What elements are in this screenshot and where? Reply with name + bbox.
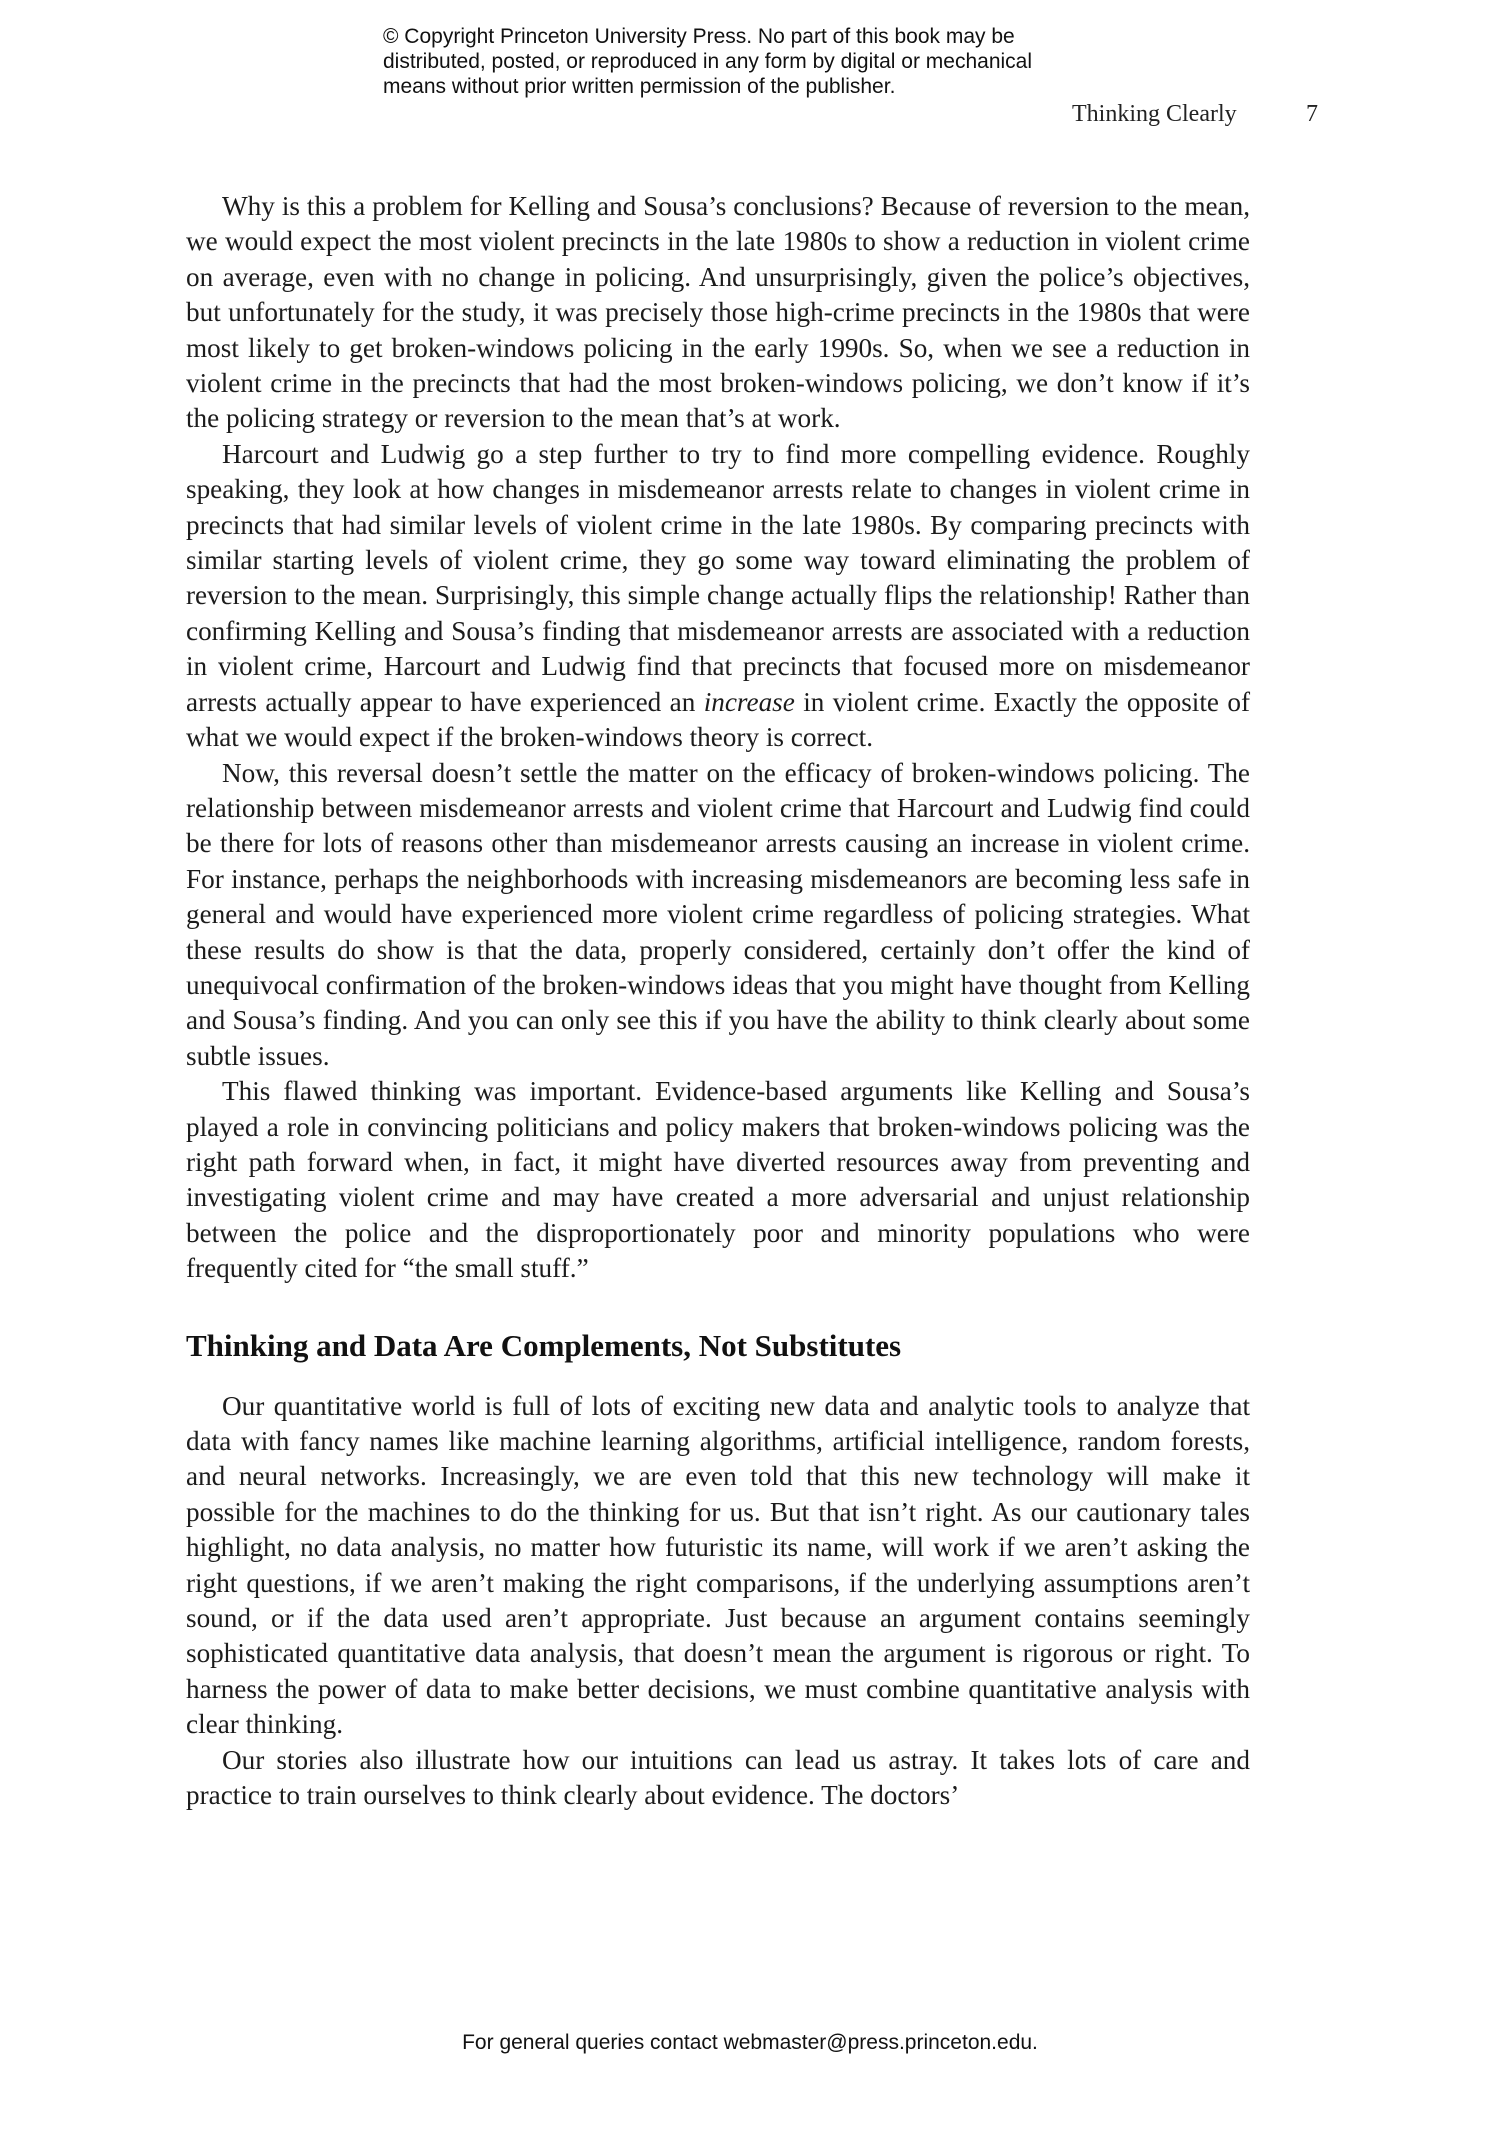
section-heading: Thinking and Data Are Complements, Not Substitutes [186, 1327, 902, 1363]
paragraph-text: in violent crime. Exactly the opposite of what we would expect if the broken-windows theory is correct. [186, 686, 1250, 753]
copyright-line: means without prior written permission of the publisher. [383, 75, 896, 98]
paragraph: Why is this a problem for Kelling and Sousa’s conclusions? Because of reversion to the mean, we would expect the most violent precincts in the late 1980s to show a reduction in violent crime on average, even with no change in policing. And unsurprisingly, given the police’s objectives, but unfortunately for the study, it was precisely those high-crime precincts in the 1980s that were most likely to get broken-windows policing in the early 1990s. So, when we see a reduction in violent crime in the precincts that had the most broken-windows policing, we don’t know if it’s the policing strategy or reversion to the mean that’s at work. [186, 191, 1250, 434]
page-number: 7 [1306, 101, 1318, 127]
copyright-line: © Copyright Princeton University Press. No part of this book may be [383, 25, 1015, 48]
emphasis-text: increase [703, 686, 795, 717]
paragraph-text: Harcourt and Ludwig go a step further to try to find more compelling evidence. Roughly speaking, they look at how changes in misdemeanor arrests relate to changes in violent crime in precincts that had similar levels of violent crime in the late 1980s. By comparing precincts with similar starting levels of violent crime, they go some way toward eliminating the problem of reversion to the mean. Surprisingly, this simple change actually flips the relationship! Rather than confirming Kelling and Sousa’s finding that misdemeanor arrests are associated with a reduction in violent crime, Harcourt and Ludwig find that precincts that focused more on misdemeanor arrests actually appear to have experienced an [186, 438, 1250, 717]
copyright-line: distributed, posted, or reproduced in any form by digital or mechanical [383, 50, 1033, 73]
copyright-notice [383, 24, 1183, 99]
paragraph: Our quantitative world is full of lots of exciting new data and analytic tools to analyze that data with fancy names like machine learning algorithms, artificial intelligence, random forests, and neural networks. Increasingly, we are even told that this new technology will make it possible for the machines to do the thinking for us. But that isn’t right. As our cautionary tales highlight, no data analysis, no matter how futuristic its name, will work if we aren’t asking the right questions, if we aren’t making the right comparisons, if the underlying assumptions aren’t sound, or if the data used aren’t appropriate. Just because an argument contains seemingly sophisticated quantitative data analysis, that doesn’t mean the argument is rigorous or right. To harness the power of data to make better decisions, we must combine quantitative analysis with clear thinking. [186, 1390, 1250, 1740]
paragraph: Now, this reversal doesn’t settle the matter on the efficacy of broken-windows policing. The relationship between misdemeanor arrests and violent crime that Harcourt and Ludwig find could be there for lots of reasons other than misdemeanor arrests causing an increase in violent crime. For instance, perhaps the neighborhoods with increasing misdemeanors are becoming less safe in general and would have experienced more violent crime regardless of policing strategies. What these results do show is that the data, properly considered, certainly don’t offer the kind of unequivocal confirmation of the broken-windows ideas that you might have thought from Kelling and Sousa’s finding. And you can only see this if you have the ability to think clearly about some subtle issues. [186, 757, 1250, 1071]
paragraph [186, 437, 1250, 756]
paragraph: This flawed thinking was important. Evidence-based arguments like Kelling and Sousa’s played a role in convincing politicians and policy makers that broken-windows policing was the right path forward when, in fact, it might have diverted resources away from preventing and investigating violent crime and may have created a more adversarial and unjust relationship between the police and the disproportionately poor and minority populations who were frequently cited for “the small stuff.” [186, 1076, 1250, 1284]
footer-contact: For general queries contact webmaster@press.princeton.edu. [462, 2031, 1038, 2054]
running-head-title: Thinking Clearly [1072, 101, 1237, 127]
body-text [186, 189, 1250, 1813]
paragraph: Our stories also illustrate how our intuitions can lead us astray. It takes lots of care and practice to train ourselves to think clearly about evidence. The doctors’ [186, 1744, 1250, 1811]
